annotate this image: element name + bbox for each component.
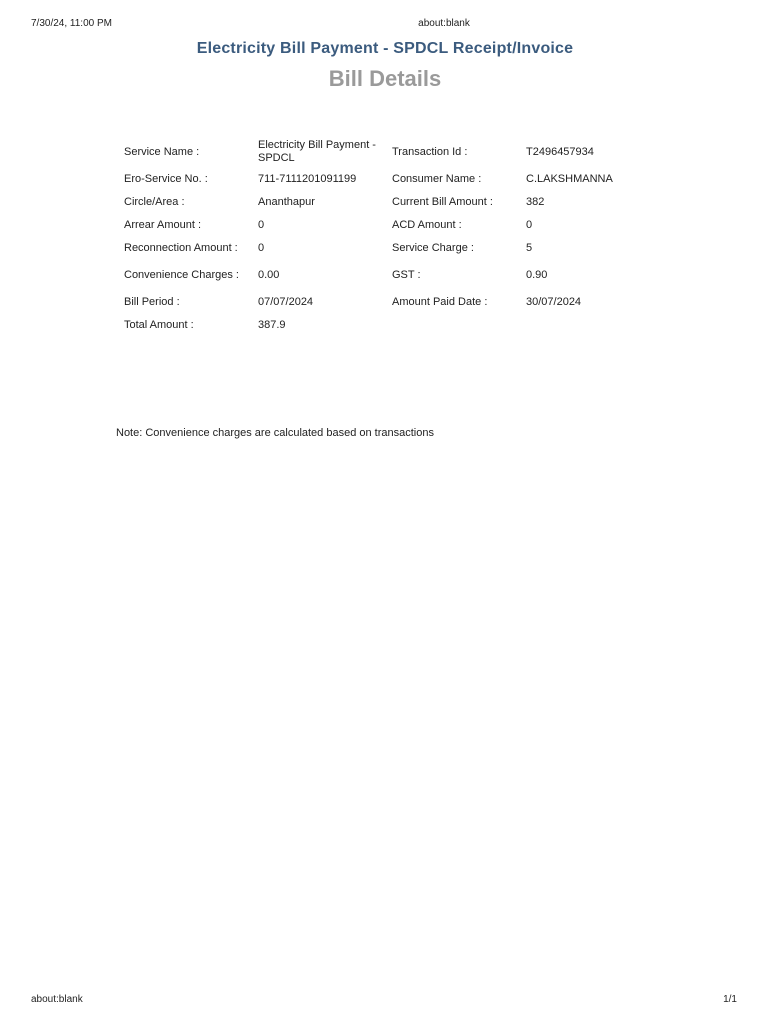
print-header-url: about:blank (418, 18, 470, 29)
bill-period-value: 07/07/2024 (258, 296, 314, 308)
reconnection-amount-label: Reconnection Amount : (124, 242, 238, 254)
arrear-amount-value: 0 (258, 219, 265, 231)
print-footer-url: about:blank (31, 994, 83, 1005)
table-row (118, 237, 654, 260)
table-row (118, 191, 654, 214)
bill-details-heading: Bill Details (328, 66, 442, 91)
table-row (118, 136, 654, 168)
service-name-value: Electricity Bill Payment - SPDCL (258, 139, 376, 164)
consumer-name-value: C.LAKSHMANNA (526, 173, 613, 185)
empty-cell (520, 314, 654, 337)
arrear-amount-label: Arrear Amount : (124, 219, 202, 231)
print-footer-page-number: 1/1 (723, 994, 737, 1005)
service-charge-label: Service Charge : (392, 242, 474, 254)
empty-cell (386, 314, 520, 337)
acd-amount-value: 0 (526, 219, 533, 231)
circle-area-label: Circle/Area : (124, 196, 185, 208)
table-row (118, 314, 654, 337)
transaction-id-label: Transaction Id : (392, 145, 468, 158)
current-bill-amount-label: Current Bill Amount : (392, 196, 493, 208)
ero-service-no-label: Ero-Service No. : (124, 173, 208, 185)
service-charge-value: 5 (526, 242, 533, 254)
amount-paid-date-value: 30/07/2024 (526, 296, 582, 308)
convenience-charges-note: Note: Convenience charges are calculated based on transactions (116, 427, 434, 439)
table-row (118, 260, 654, 291)
gst-label: GST : (392, 269, 421, 281)
convenience-charges-value: 0.00 (258, 269, 280, 281)
table-row (118, 168, 654, 191)
bill-details-table (118, 136, 654, 337)
bill-period-label: Bill Period : (124, 296, 180, 308)
table-row (118, 214, 654, 237)
transaction-id-value: T2496457934 (526, 145, 594, 158)
reconnection-amount-value: 0 (258, 242, 265, 254)
consumer-name-label: Consumer Name : (392, 173, 482, 185)
amount-paid-date-label: Amount Paid Date : (392, 296, 488, 308)
total-amount-value: 387.9 (258, 319, 286, 331)
gst-value: 0.90 (526, 269, 548, 281)
service-name-label: Service Name : (124, 145, 200, 158)
current-bill-amount-value: 382 (526, 196, 545, 208)
total-amount-label: Total Amount : (124, 319, 194, 331)
document-title: Electricity Bill Payment - SPDCL Receipt/Invoice (196, 40, 574, 57)
convenience-charges-label: Convenience Charges : (124, 269, 239, 281)
print-header-datetime: 7/30/24, 11:00 PM (31, 18, 112, 29)
ero-service-no-value: 711-7111201091199 (258, 173, 357, 185)
acd-amount-label: ACD Amount : (392, 219, 462, 231)
circle-area-value: Ananthapur (258, 196, 315, 208)
table-row (118, 291, 654, 314)
